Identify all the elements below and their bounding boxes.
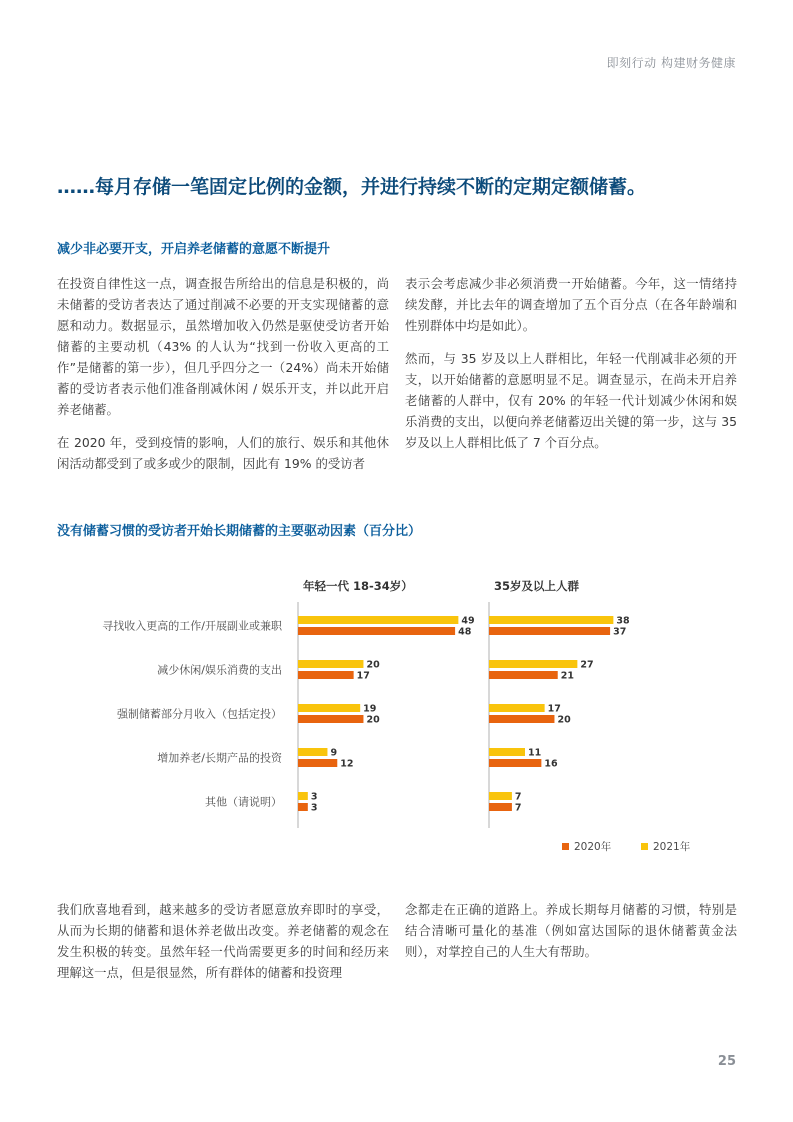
panel-title: 年轻一代 18-34岁） [303, 579, 413, 593]
category-label: 其他（请说明） [205, 795, 282, 809]
data-label: 7 [514, 802, 522, 814]
paragraph: 表示会考虑减少非必须消费一开始储蓄。今年，这一情绪持续发酵，并比去年的调查增加了五个百分点（在各年龄端和性别群体中均是如此）。 [405, 276, 737, 333]
body-column-left [57, 273, 389, 486]
data-label: 19 [363, 703, 377, 715]
data-label: 12 [340, 758, 354, 770]
bar [298, 748, 327, 756]
bar [298, 627, 455, 635]
data-label: 20 [366, 714, 380, 726]
legend-swatch [641, 843, 648, 850]
data-label: 16 [544, 758, 558, 770]
legend-label: 2021年 [653, 841, 691, 853]
data-label: 38 [616, 615, 630, 627]
bar [489, 627, 610, 635]
data-label: 21 [560, 670, 574, 682]
category-label: 增加养老/长期产品的投资 [157, 751, 282, 765]
category-label: 寻找收入更高的工作/开展副业或兼职 [102, 619, 282, 633]
bottom-column-left [57, 899, 389, 995]
bar-chart [57, 566, 747, 866]
bar [489, 616, 613, 624]
chart-canvas [57, 566, 747, 866]
data-label: 37 [613, 626, 627, 638]
bar [489, 671, 558, 679]
bar [489, 748, 525, 756]
data-label: 27 [580, 659, 594, 671]
bar [298, 660, 363, 668]
bottom-column-right [405, 899, 737, 974]
data-label: 49 [461, 615, 475, 627]
bar [298, 616, 458, 624]
data-label: 11 [528, 747, 542, 759]
bar [298, 715, 363, 723]
bar [489, 759, 541, 767]
section-title: 减少非必要开支，开启养老储蓄的意愿不断提升 [57, 242, 331, 257]
paragraph: 我们欣喜地看到，越来越多的受访者愿意放弃即时的享受，从而为长期的储蓄和退休养老做出改变。养老储蓄的观念在发生积极的转变。虽然年轻一代尚需要更多的时间和经历来理解这一点，但是很显然，所有群体的储蓄和投资理 [57, 902, 389, 980]
page-number: 25 [717, 1054, 736, 1069]
bar [298, 803, 308, 811]
paragraph: 然而，与 35 岁及以上人群相比，年轻一代削减非必须的开支，以开始储蓄的意愿明显不足。调查显示，在尚未开启养老储蓄的人群中，仅有 20% 的年轻一代计划减少休闲和娱乐消费的支出，以便向养老储蓄迈出关键的第一步，这与 35 岁及以上人群相比低了 7 个百分点。 [405, 351, 737, 450]
data-label: 9 [330, 747, 338, 759]
data-label: 20 [557, 714, 571, 726]
data-label: 48 [458, 626, 472, 638]
bar [489, 715, 554, 723]
bar [489, 803, 512, 811]
data-label: 7 [514, 791, 522, 803]
legend-label: 2020年 [574, 841, 612, 853]
category-label: 强制储蓄部分月收入（包括定投） [117, 707, 282, 721]
data-label: 3 [310, 802, 318, 814]
paragraph: 在 2020 年，受到疫情的影响，人们的旅行、娱乐和其他休闲活动都受到了或多或少的限制，因此有 19% 的受访者 [57, 435, 389, 471]
data-label: 17 [356, 670, 370, 682]
legend-swatch [562, 843, 569, 850]
data-label: 20 [366, 659, 380, 671]
paragraph: 在投资自律性这一点，调查报告所给出的信息是积极的，尚未储蓄的受访者表达了通过削减不必要的开支实现储蓄的意愿和动力。数据显示，虽然增加收入仍然是驱使受访者开始储蓄的主要动机（43% 的人认为“找到一份收入更高的工作”是储蓄的第一步），但几乎四分之一（24%）尚未开始储蓄的受访者表示他们准备削减休闲 / 娱乐开支，并以此开启养老储蓄。 [57, 276, 389, 417]
page-title: ……每月存储一笔固定比例的金额，并进行持续不断的定期定额储蓄。 [57, 176, 647, 198]
bar [298, 792, 308, 800]
bar [298, 759, 337, 767]
bar [298, 704, 360, 712]
bar [489, 792, 512, 800]
body-column-right [405, 273, 737, 465]
chart-title: 没有储蓄习惯的受访者开始长期储蓄的主要驱动因素（百分比） [57, 524, 422, 539]
category-label: 减少休闲/娱乐消费的支出 [157, 663, 282, 677]
data-label: 17 [547, 703, 561, 715]
paragraph: 念都走在正确的道路上。养成长期每月储蓄的习惯，特别是结合清晰可量化的基准（例如富达国际的退休储蓄黄金法则），对掌控自己的人生大有帮助。 [405, 902, 737, 959]
bar [489, 704, 545, 712]
bar [298, 671, 354, 679]
data-label: 3 [310, 791, 318, 803]
running-header: 即刻行动 构建财务健康 [606, 56, 736, 70]
bar [489, 660, 577, 668]
panel-title: 35岁及以上人群 [494, 579, 580, 593]
